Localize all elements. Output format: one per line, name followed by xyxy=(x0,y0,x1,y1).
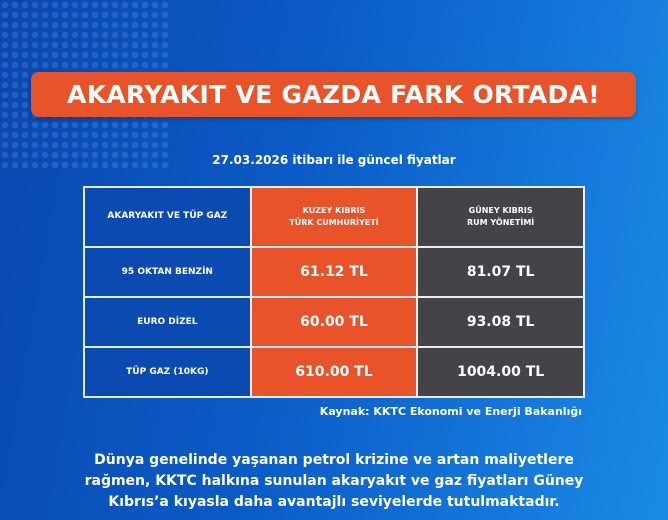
header-north xyxy=(251,187,418,247)
table-row xyxy=(84,347,584,397)
south-price: 81.07 TL xyxy=(417,247,584,297)
header-south-line2: RUM YÖNETİMİ xyxy=(467,218,535,227)
header-north-line1: KUZEY KIBRIS xyxy=(302,206,366,215)
headline: AKARYAKIT VE GAZDA FARK ORTADA! xyxy=(67,80,600,109)
body-line: Kıbrıs’a kıyasla daha avantajlı seviyelerde tutulmaktadır. xyxy=(108,494,560,510)
headline-banner xyxy=(31,72,636,117)
body-line: rağmen, KKTC halkına sunulan akaryakıt ve gaz fiyatları Güney xyxy=(84,473,584,489)
fuel-name: 95 OKTAN BENZİN xyxy=(84,247,251,297)
south-price: 93.08 TL xyxy=(417,297,584,347)
fuel-name: TÜP GAZ (10KG) xyxy=(84,347,251,397)
table-row xyxy=(84,247,584,297)
header-fuel: AKARYAKIT VE TÜP GAZ xyxy=(84,187,251,247)
header-north-line2: TÜRK CUMHURİYETİ xyxy=(289,218,379,227)
fuel-name: EURO DİZEL xyxy=(84,297,251,347)
south-price: 1004.00 TL xyxy=(417,347,584,397)
table-row xyxy=(84,297,584,347)
north-price: 60.00 TL xyxy=(251,297,418,347)
north-price: 61.12 TL xyxy=(251,247,418,297)
body-line: Dünya genelinde yaşanan petrol krizine ve artan maliyetlere xyxy=(94,452,574,468)
table-header-row xyxy=(84,187,584,247)
date-subtitle: 27.03.2026 itibarı ile güncel fiyatlar xyxy=(212,153,456,167)
price-table xyxy=(83,186,585,398)
source-note: Kaynak: KKTC Ekonomi ve Enerji Bakanlığı xyxy=(319,405,582,418)
north-price: 610.00 TL xyxy=(251,347,418,397)
body-text xyxy=(0,450,668,513)
header-south xyxy=(417,187,584,247)
header-south-line1: GÜNEY KIBRIS xyxy=(468,206,533,215)
